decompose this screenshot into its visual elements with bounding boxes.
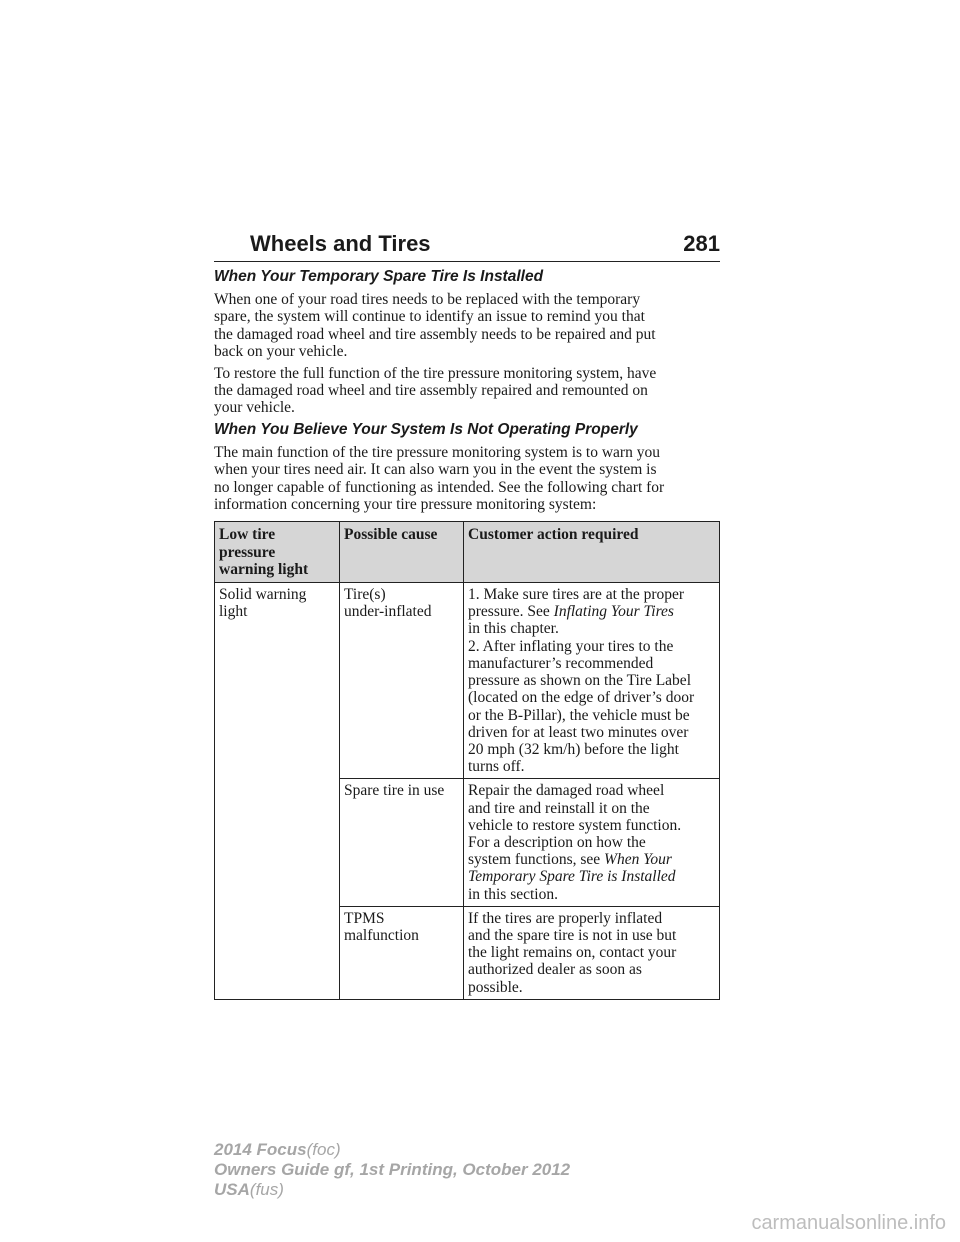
table-row [215, 583, 720, 779]
cell-cause-spare-in-use: Spare tire in use [340, 779, 464, 906]
header-possible-cause: Possible cause [340, 522, 464, 583]
footer-market-code: (fus) [249, 1180, 284, 1199]
header-warning-light: Low tire pressure warning light [215, 522, 340, 583]
document-footer [214, 1140, 570, 1200]
site-watermark: carmanualsonline.info [751, 1212, 946, 1234]
cross-reference-spare: When Your [604, 851, 672, 869]
footer-market: USA [214, 1180, 250, 1199]
page-header [214, 231, 720, 262]
cross-reference-inflating: Inflating Your Tires [553, 603, 674, 621]
tpms-chart-table [214, 521, 720, 999]
page-content [214, 268, 722, 1000]
table-header-row [215, 522, 720, 583]
cell-action-spare-in-use: Repair the damaged road wheel and tire and reinstall it on the vehicle to restore system function. For a description on how the system functions, see When Your Temporary Spare Tire is Installed in this section. [464, 779, 720, 906]
footer-printing: Owners Guide gf, 1st Printing, October 2012 [214, 1160, 571, 1179]
footer-model-code: (foc) [306, 1140, 341, 1159]
chapter-title: Wheels and Tires [250, 231, 431, 256]
paragraph-spare-1: When one of your road tires needs to be replaced with the temporary spare, the system will continue to identify an issue to remind you that the damaged road wheel and tire assembly needs to be repaired and put back on your vehicle. [214, 291, 656, 361]
cell-action-underinflated: 1. Make sure tires are at the proper pressure. See Inflating Your Tires in this chapter. 2. After inflating your tires to the manufacturer’s recommended pressure as shown on the Tire Label (located on the edge of driver’s door or the B-Pillar), the vehicle must be driven for at least two minutes over 20 mph (32 km/h) before the light turns off. [464, 583, 720, 779]
footer-model: 2014 Focus [214, 1140, 307, 1159]
section-heading-spare: When Your Temporary Spare Tire Is Installed [214, 268, 544, 285]
page-number: 281 [683, 231, 720, 256]
paragraph-spare-2: To restore the full function of the tire pressure monitoring system, have the damaged road wheel and tire assembly repaired and remounted on your vehicle. [214, 364, 657, 417]
section-heading-not-operating: When You Believe Your System Is Not Operating Properly [214, 420, 638, 438]
cell-cause-underinflated: Tire(s) under-inflated [340, 583, 464, 779]
cell-action-tpms-malfunction: If the tires are properly inflated and the spare tire is not in use but the light remains on, contact your authorized dealer as soon as possible. [464, 906, 720, 999]
header-customer-action: Customer action required [464, 522, 720, 583]
cell-cause-tpms-malfunction: TPMS malfunction [340, 906, 464, 999]
cell-solid-warning-light: Solid warning light [215, 583, 340, 1000]
paragraph-not-operating: The main function of the tire pressure monitoring system is to warn you when your tires need air. It can also warn you in the event the system is no longer capable of functioning as intended. See the following chart for information concerning your tire pressure monitoring system: [214, 443, 665, 514]
